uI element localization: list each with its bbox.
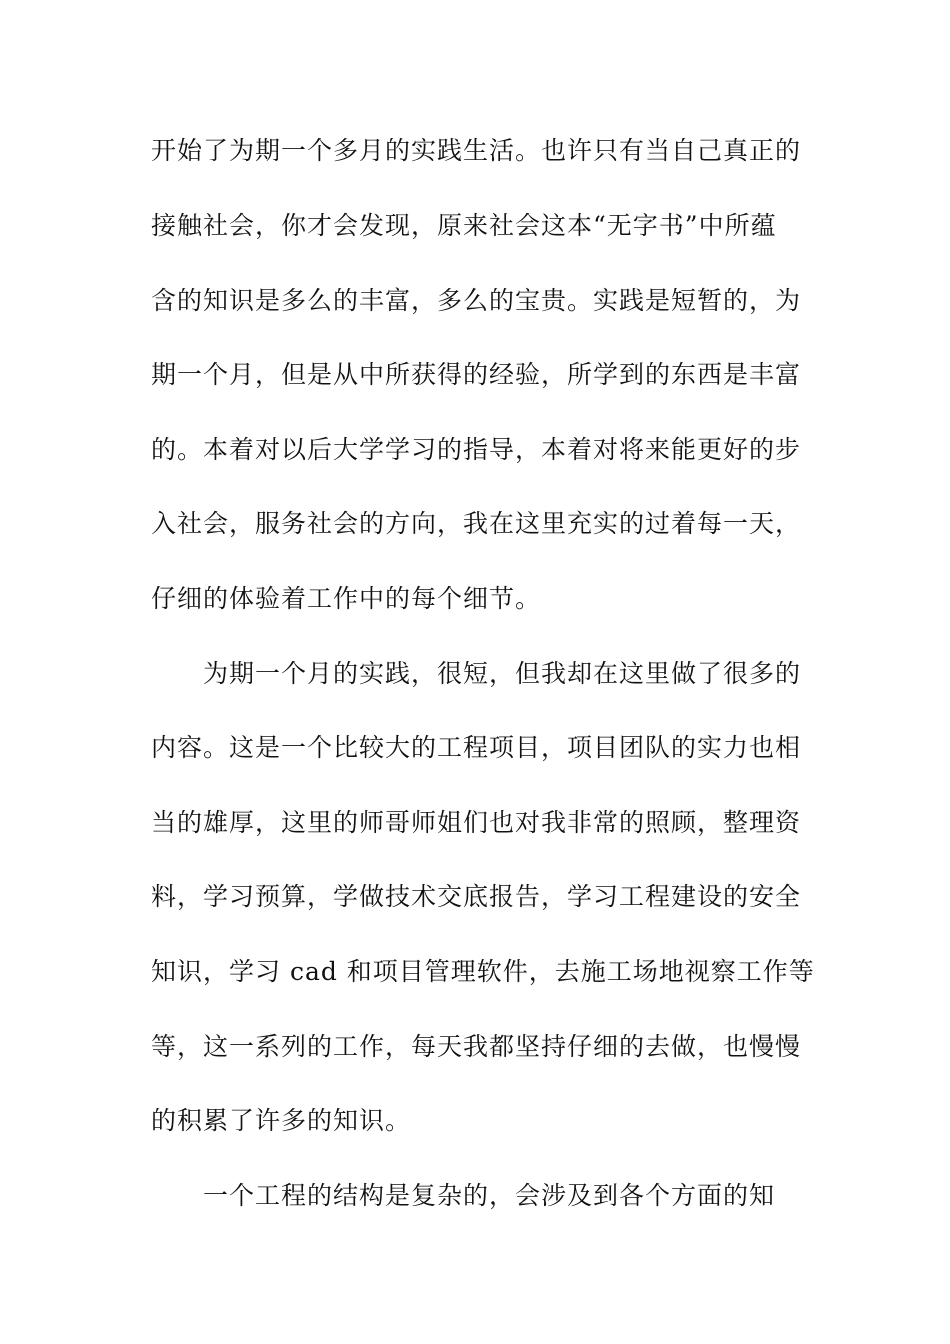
text-line: 开始了为期一个多月的实践生活。也许只有当自己真正的 [151, 136, 802, 165]
paragraph-first-line: 为期一个月的实践，很短，但我却在这里做了很多的 [203, 659, 802, 688]
paragraph-first-line: 一个工程的结构是复杂的，会涉及到各个方面的知 [203, 1181, 776, 1210]
text-line: 含的知识是多么的丰富，多么的宝贵。实践是短暂的，为 [151, 286, 802, 315]
text-line: 知识，学习 cad 和项目管理软件，去施工场地视察工作等 [151, 957, 815, 986]
text-line: 料，学习预算，学做技术交底报告，学习工程建设的安全 [151, 882, 802, 911]
text-line: 当的雄厚，这里的师哥师姐们也对我非常的照顾，整理资 [151, 808, 802, 837]
text-line: 内容。这是一个比较大的工程项目，项目团队的实力也相 [151, 733, 802, 762]
text-line: 等，这一系列的工作，每天我都坚持仔细的去做，也慢慢 [151, 1032, 802, 1061]
text-line: 接触社会，你才会发现，原来社会这本“无字书”中所蕴 [151, 211, 777, 240]
text-line: 期一个月，但是从中所获得的经验，所学到的东西是丰富 [151, 360, 802, 389]
text-line: 的。本着对以后大学学习的指导，本着对将来能更好的步 [151, 435, 802, 464]
text-line: 的积累了许多的知识。 [151, 1106, 412, 1135]
text-line: 仔细的体验着工作中的每个细节。 [151, 584, 542, 613]
text-line: 入社会，服务社会的方向，我在这里充实的过着每一天， [151, 509, 802, 538]
